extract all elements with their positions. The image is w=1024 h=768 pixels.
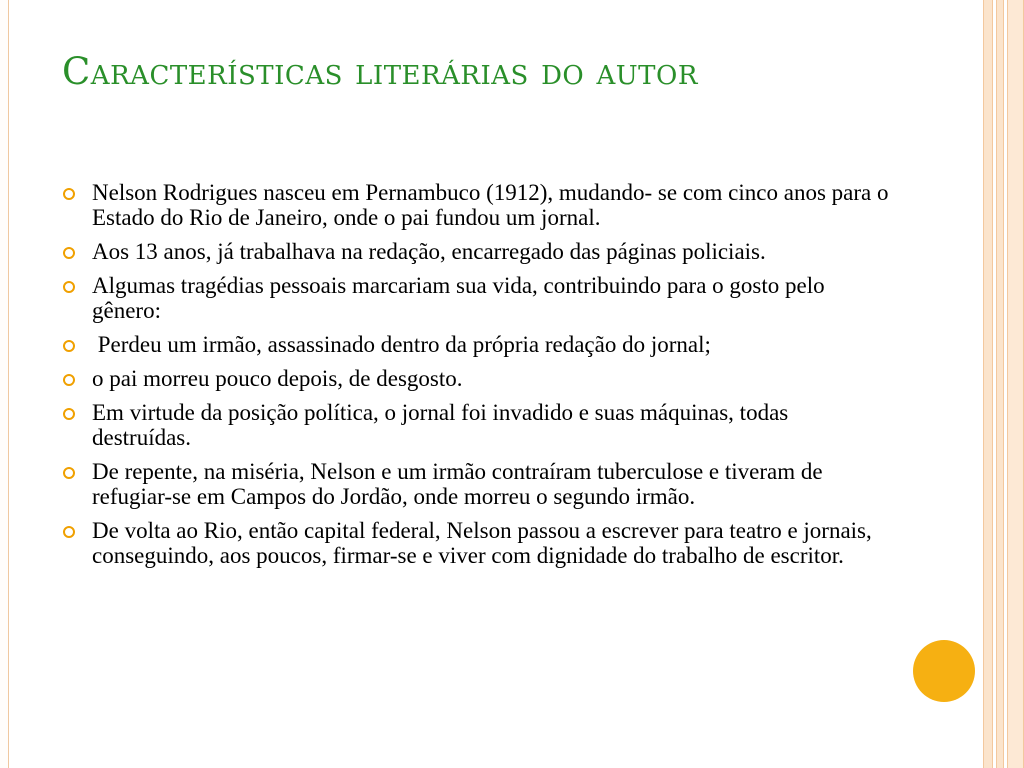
list-item <box>62 518 892 568</box>
list-item-text: De volta ao Rio, então capital federal, Nelson passou a escrever para teatro e jornais, conseguindo, aos poucos, firmar-se e viver com dignidade do trabalho de escritor. <box>92 518 872 568</box>
bullet-ring-icon <box>63 526 75 538</box>
list-item-text: Aos 13 anos, já trabalhava na redação, encarregado das páginas policiais. <box>92 239 766 264</box>
accent-circle-decoration <box>913 640 975 702</box>
bullet-ring-icon <box>63 374 75 386</box>
list-item <box>62 332 892 357</box>
bullet-ring-icon <box>63 340 75 352</box>
list-item <box>62 366 892 391</box>
list-item-text: o pai morreu pouco depois, de desgosto. <box>92 366 463 391</box>
list-item-text: Nelson Rodrigues nasceu em Pernambuco (1912), mudando- se com cinco anos para o Estado do Rio de Janeiro, onde o pai fundou um jornal. <box>92 180 889 230</box>
list-item <box>62 459 892 509</box>
right-stripe-decoration <box>996 0 1004 768</box>
list-item-text: Perdeu um irmão, assassinado dentro da própria redação do jornal; <box>92 332 711 357</box>
left-border-decoration <box>0 0 9 768</box>
bullet-ring-icon <box>63 247 75 259</box>
bullet-ring-icon <box>63 408 75 420</box>
list-item-text: Em virtude da posição política, o jornal foi invadido e suas máquinas, todas destruídas. <box>92 400 789 450</box>
right-stripe-decoration <box>1007 0 1024 768</box>
bullet-ring-icon <box>63 281 75 293</box>
bullet-list <box>62 180 892 577</box>
bullet-ring-icon <box>63 188 75 200</box>
bullet-ring-icon <box>63 467 75 479</box>
list-item-text: Algumas tragédias pessoais marcariam sua vida, contribuindo para o gosto pelo gênero: <box>92 273 825 323</box>
right-stripe-decoration <box>983 0 993 768</box>
list-item <box>62 273 892 323</box>
list-item <box>62 400 892 450</box>
list-item <box>62 239 892 264</box>
slide-title: Características literárias do autor <box>62 50 698 93</box>
list-item-text: De repente, na miséria, Nelson e um irmão contraíram tuberculose e tiveram de refugiar-se em Campos do Jordão, onde morreu o segundo irmão. <box>92 459 823 509</box>
list-item <box>62 180 892 230</box>
